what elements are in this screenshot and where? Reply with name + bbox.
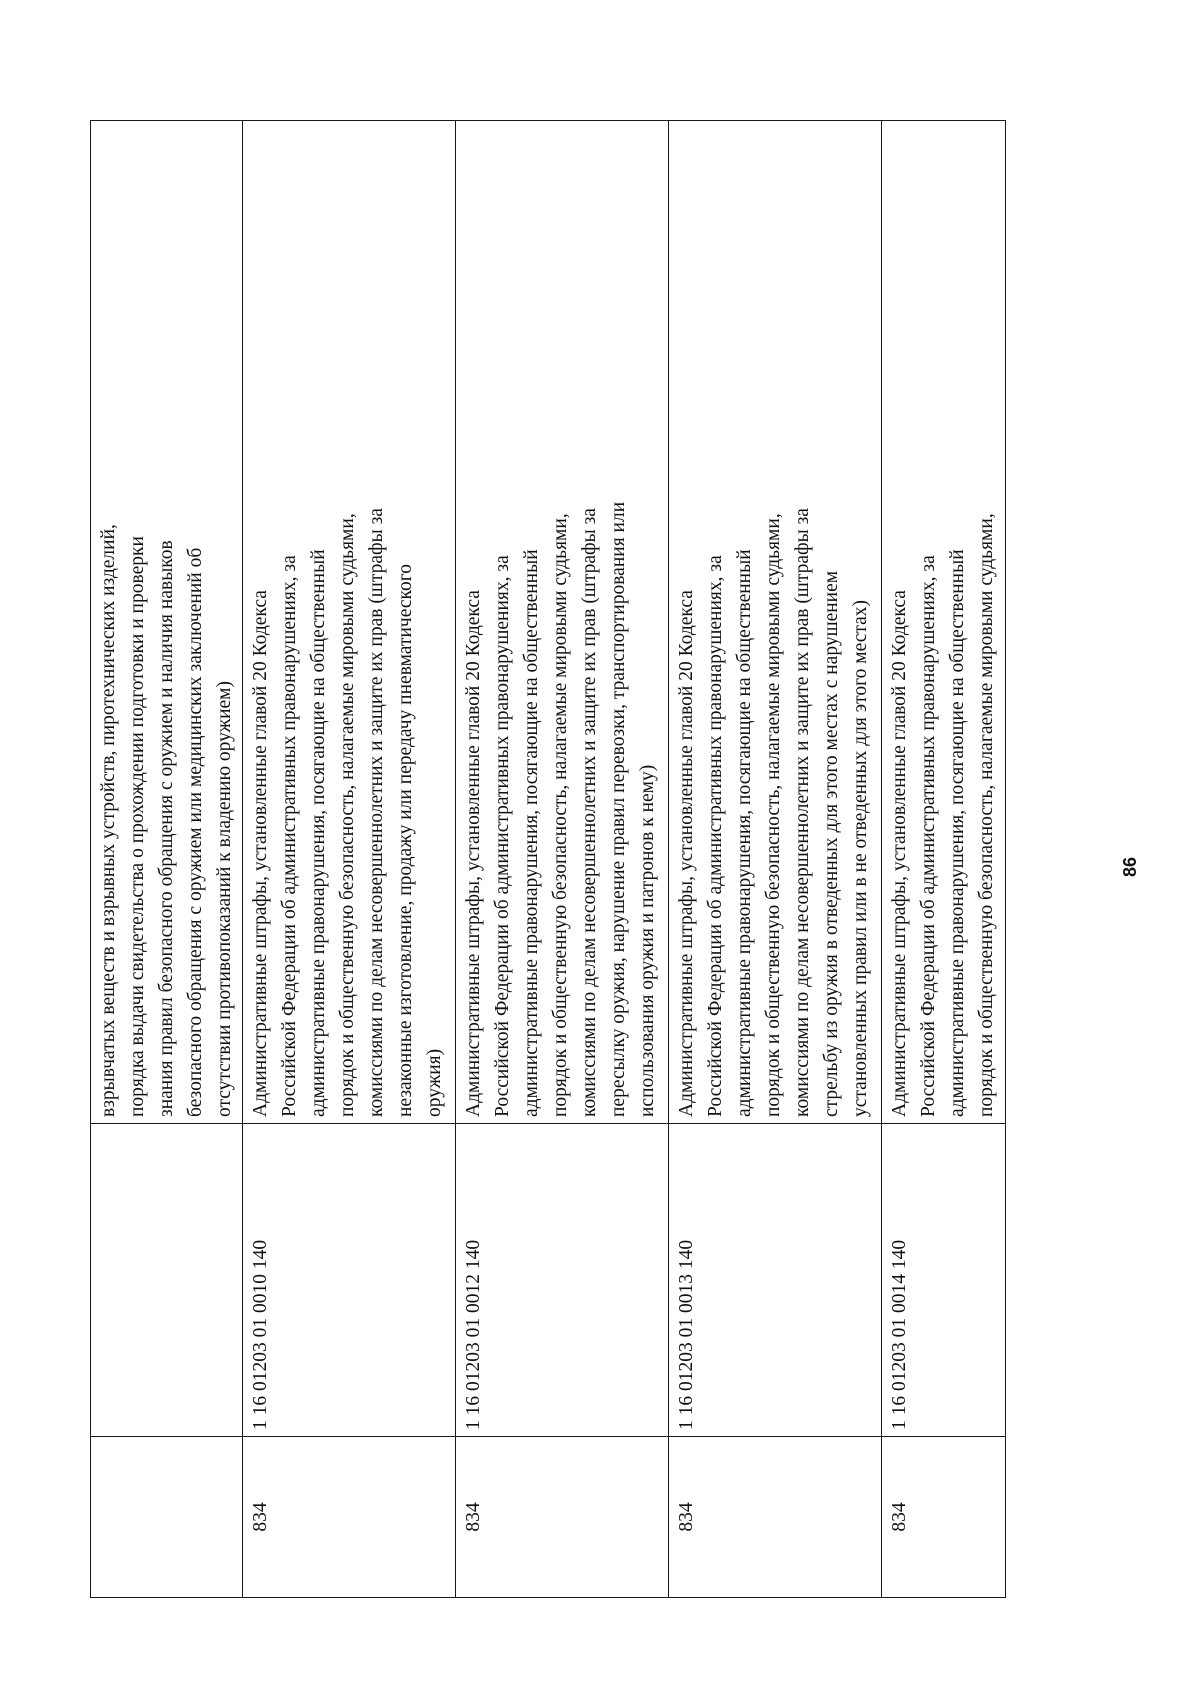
description-line: административные правонарушения, посягающие на общественный — [308, 549, 329, 1117]
description-line: Административные штрафы, установленные главой 20 Кодекса — [676, 590, 697, 1117]
budget-code-cell — [91, 1124, 243, 1437]
description-line: Административные штрафы, установленные главой 20 Кодекса — [889, 590, 910, 1117]
budget-code-cell: 1 16 01203 01 0014 140 — [882, 1124, 1006, 1437]
table-row — [91, 121, 243, 1598]
table-row — [456, 121, 669, 1598]
description-line: порядок и общественную безопасность, налагаемые мировыми судьями, — [976, 513, 997, 1117]
page-number: 86 — [1120, 856, 1140, 878]
description-line: порядок и общественную безопасность, налагаемые мировыми судьями, — [763, 513, 784, 1117]
description-line: комиссиями по делам несовершеннолетних и защите их прав (штрафы за — [579, 508, 600, 1117]
description-line: комиссиями по делам несовершеннолетних и защите их прав (штрафы за — [792, 508, 813, 1117]
description-cell — [243, 121, 456, 1124]
description-line: административные правонарушения, посягающие на общественный — [521, 549, 542, 1117]
description-line: комиссиями по делам несовершеннолетних и защите их прав (штрафы за — [366, 508, 387, 1117]
table-row — [882, 121, 1006, 1598]
table-row — [669, 121, 882, 1598]
description-cell — [91, 121, 243, 1124]
admin-code-cell — [91, 1437, 243, 1598]
description-line: Российской Федерации об административных правонарушениях, за — [492, 555, 513, 1117]
rotated-page-content — [90, 120, 1048, 1598]
description-line: Российской Федерации об административных правонарушениях, за — [279, 555, 300, 1117]
admin-code-cell: 834 — [456, 1437, 669, 1598]
description-line: незаконные изготовление, продажу или передачу пневматического — [395, 564, 416, 1117]
description-cell — [669, 121, 882, 1124]
description-line: Административные штрафы, установленные главой 20 Кодекса — [250, 590, 271, 1117]
admin-code-cell: 834 — [669, 1437, 882, 1598]
description-line: отсутствии противопоказаний к владению оружием) — [214, 680, 235, 1117]
description-line: установленных правил или в не отведенных для этого местах) — [850, 599, 871, 1117]
table-body — [91, 121, 1006, 1598]
description-line: безопасного обращения с оружием или медицинских заключений об — [185, 547, 206, 1117]
description-cell — [882, 121, 1006, 1124]
description-line: Административные штрафы, установленные главой 20 Кодекса — [463, 590, 484, 1117]
description-line: административные правонарушения, посягающие на общественный — [947, 549, 968, 1117]
budget-codes-table — [90, 120, 1006, 1598]
description-line: Российской Федерации об административных правонарушениях, за — [918, 555, 939, 1117]
description-line: использования оружия и патронов к нему) — [637, 764, 658, 1117]
admin-code-cell: 834 — [882, 1437, 1006, 1598]
description-line: порядка выдачи свидетельства о прохождении подготовки и проверки — [127, 536, 148, 1117]
budget-code-cell: 1 16 01203 01 0012 140 — [456, 1124, 669, 1437]
budget-code-cell: 1 16 01203 01 0013 140 — [669, 1124, 882, 1437]
description-line: оружия) — [424, 1048, 445, 1117]
admin-code-cell: 834 — [243, 1437, 456, 1598]
table-row — [243, 121, 456, 1598]
description-line: порядок и общественную безопасность, налагаемые мировыми судьями, — [337, 513, 358, 1117]
description-line: административные правонарушения, посягающие на общественный — [734, 549, 755, 1117]
description-line: пересылку оружия, нарушение правил перевозки, транспортирования или — [608, 501, 629, 1117]
description-line: порядок и общественную безопасность, налагаемые мировыми судьями, — [550, 513, 571, 1117]
description-line: стрельбу из оружия в отведенных для этого местах с нарушением — [821, 570, 842, 1117]
description-cell — [456, 121, 669, 1124]
budget-code-cell: 1 16 01203 01 0010 140 — [243, 1124, 456, 1437]
description-line: знания правил безопасного обращения с оружием и наличия навыков — [156, 540, 177, 1117]
description-line: Российской Федерации об административных правонарушениях, за — [705, 555, 726, 1117]
description-line: взрывчатых веществ и взрывных устройств, пиротехнических изделий, — [98, 524, 119, 1117]
